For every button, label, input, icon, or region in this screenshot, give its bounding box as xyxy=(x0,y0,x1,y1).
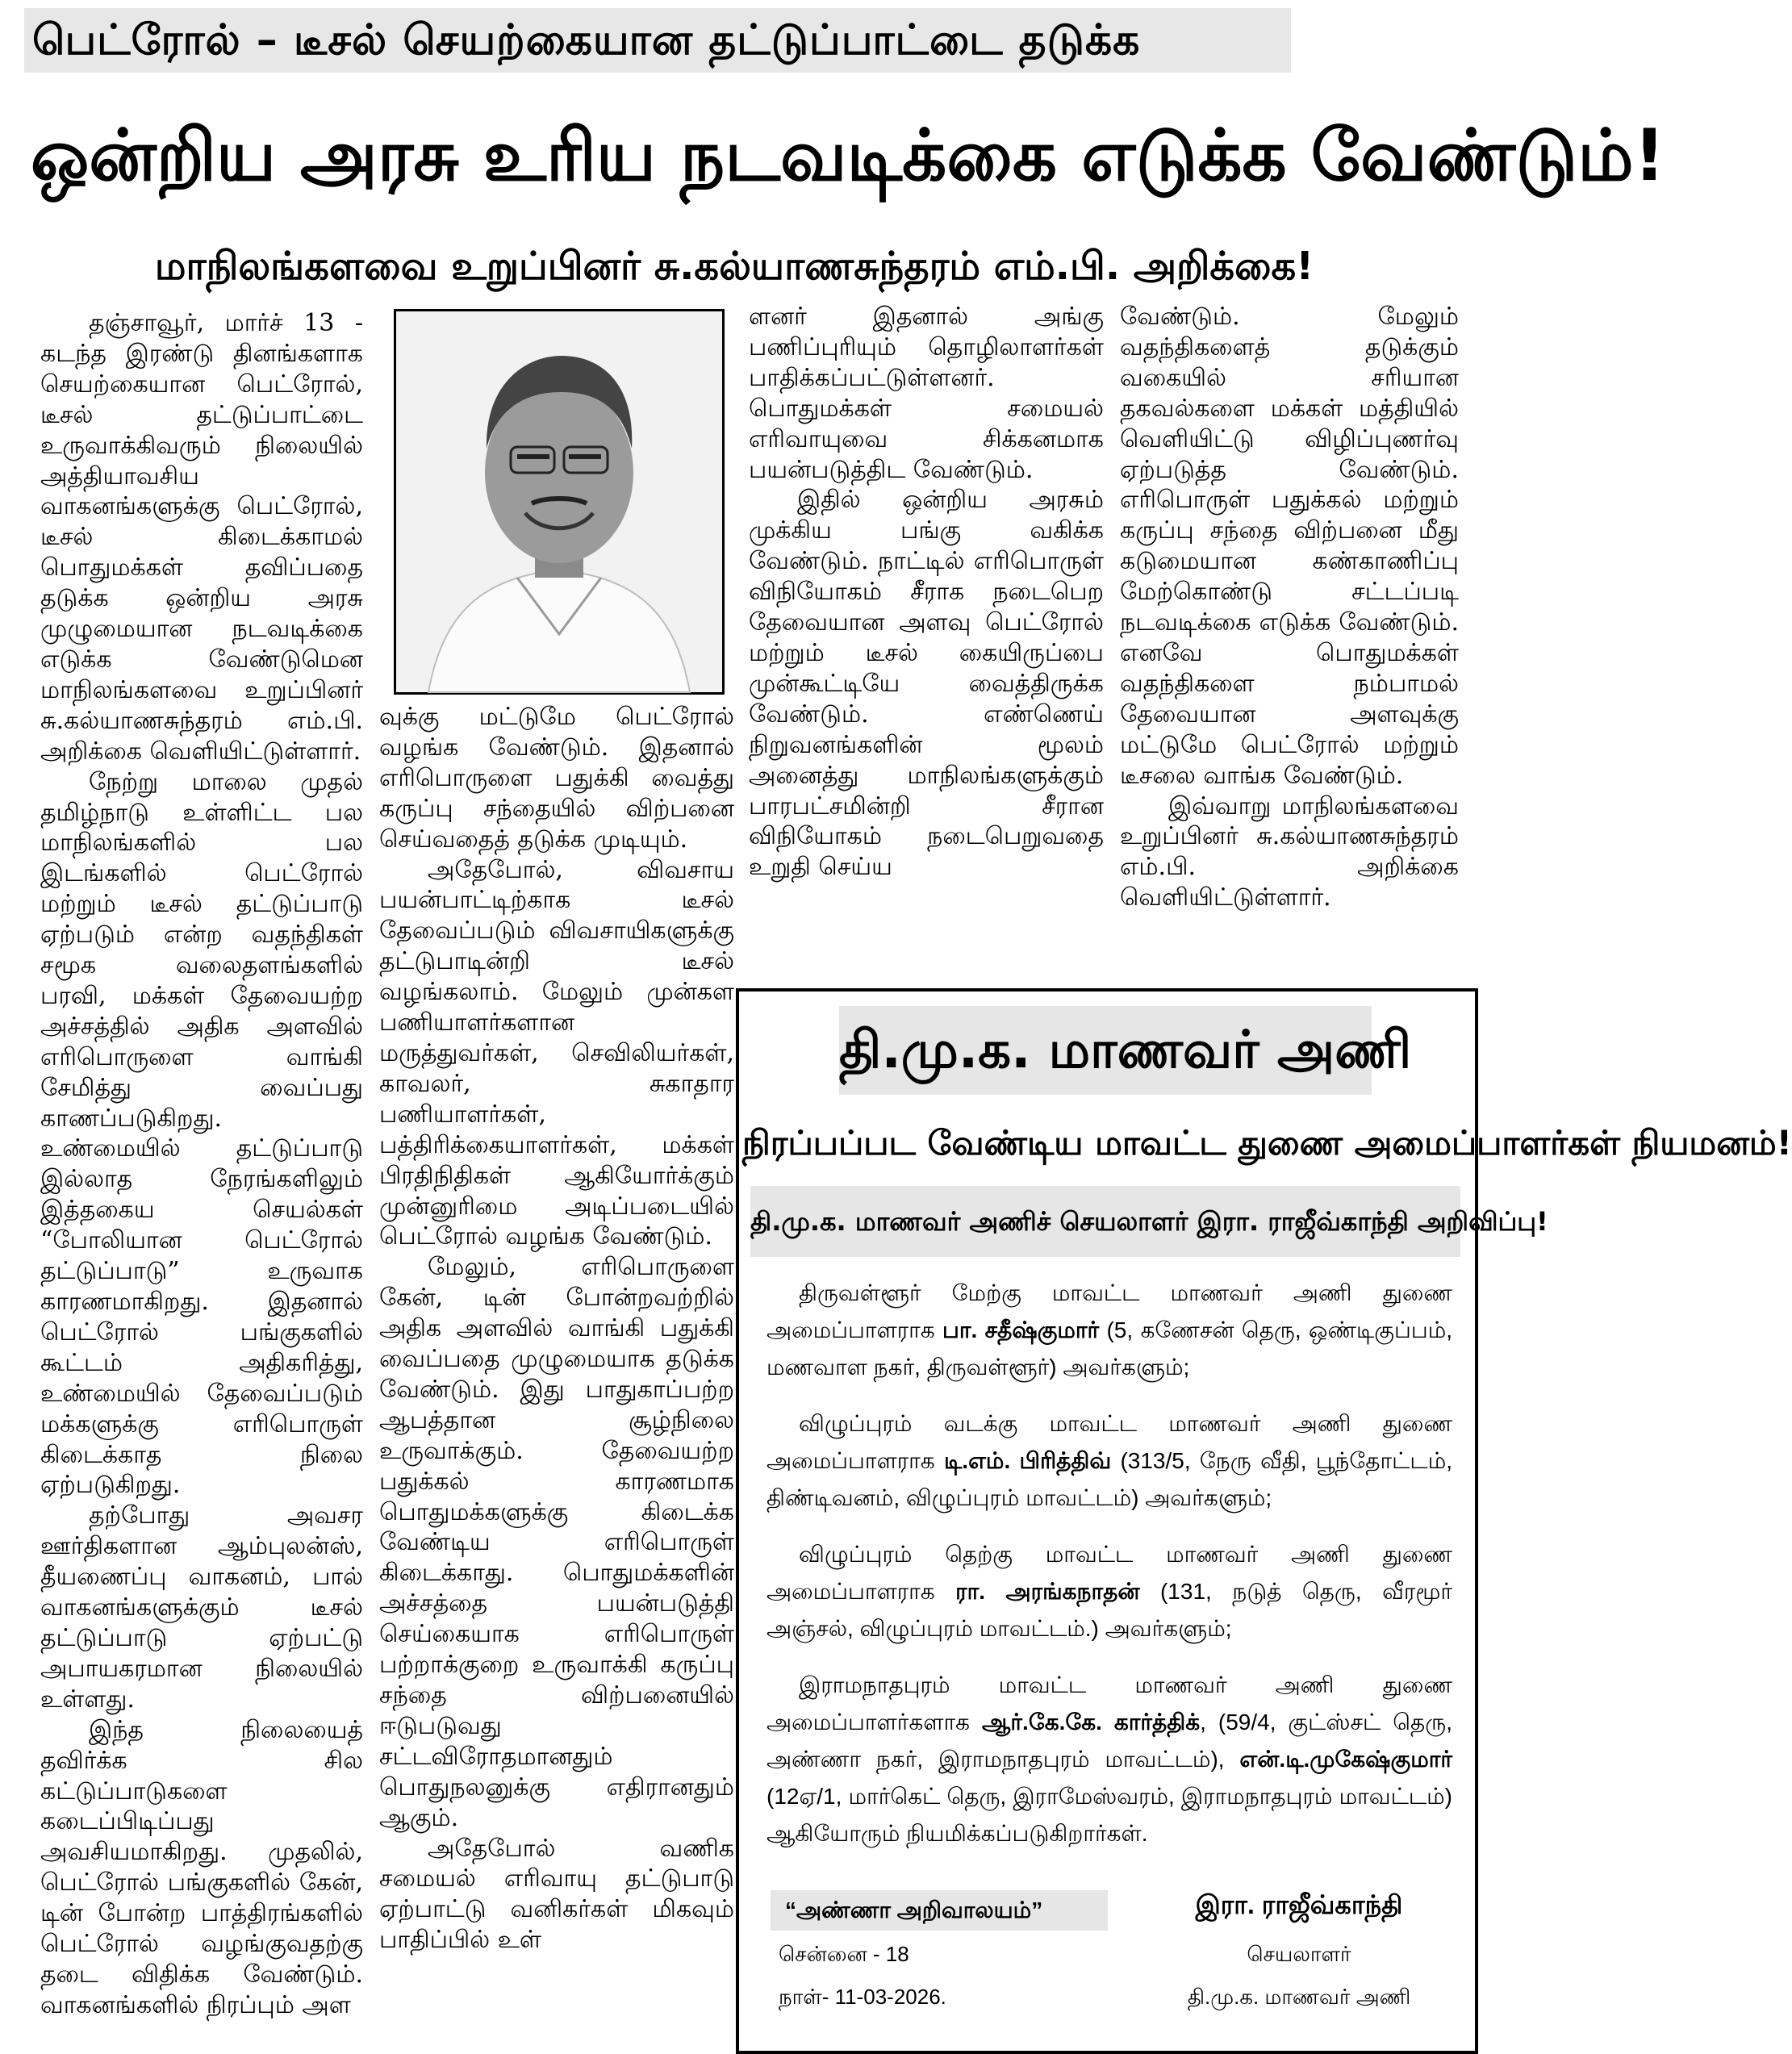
notice-subtitle: நிரப்பப்பட வேண்டிய மாவட்ட துணை அமைப்பாளர்கள் நியமனம்! xyxy=(742,1123,1792,1163)
headline: ஒன்றிய அரசு உரிய நடவடிக்கை எடுக்க வேண்டும்! xyxy=(31,114,1665,197)
article-paragraph: ளனர் இதனால் அங்கு பணிப்புரியும் தொழிலாளர்கள் பாதிக்கப்பட்டுள்ளனர். பொதுமக்கள் சமையல் எரிவாயுவை சிக்கனமாக பயன்படுத்திட வேண்டும். xyxy=(749,303,1104,484)
article-column-3 xyxy=(749,302,1104,979)
signatory-org: தி.மு.க. மாணவர் அணி xyxy=(1187,1985,1411,2009)
notice-title: தி.மு.க. மாணவர் அணி xyxy=(839,1006,1372,1095)
article-paragraph: இவ்வாறு மாநிலங்களவை உறுப்பினர் சு.கல்யாணசுந்தரம் எம்.பி. அறிக்கை வெளியிட்டுள்ளார். xyxy=(1120,791,1459,912)
notice-item: விழுப்புரம் தெற்கு மாவட்ட மாணவர் அணி துணை அமைப்பாளராக ரா. அரங்கநாதன் (131, நடுத் தெரு, வீரமூர் அஞ்சல், விழுப்புரம் மாவட்டம்.) அவர்களும்; xyxy=(767,1542,1453,1641)
notice-place: “அண்ணா அறிவாலயம்” xyxy=(771,1890,1108,1931)
article-column-4 xyxy=(1120,302,1459,947)
notice-byline: தி.மு.க. மாணவர் அணிச் செயலாளர் இரா. ராஜீவ்காந்தி அறிவிப்பு! xyxy=(750,1186,1460,1257)
article-paragraph: வுக்கு மட்டுமே பெட்ரோல் வழங்க வேண்டும். இதனால் எரிபொருளை பதுக்கி வைத்து கருப்பு சந்தையில் விற்பனை செய்வதைத் தடுக்க முடியும். xyxy=(379,703,734,854)
subheadline: மாநிலங்களவை உறுப்பினர் சு.கல்யாணசுந்தரம் எம்.பி. அறிக்கை! xyxy=(154,244,1314,289)
notice-date: நாள்- 11-03-2026. xyxy=(779,1985,946,2009)
article-column-2 xyxy=(379,702,734,2043)
kicker-banner: பெட்ரோல் – டீசல் செயற்கையான தட்டுப்பாட்டை தடுக்க xyxy=(24,8,1291,73)
article-paragraph: அதேபோல், விவசாய பயன்பாட்டிற்காக டீசல் தேவைப்படும் விவசாயிகளுக்கு தட்டுபாடின்றி டீசல் வழங்கலாம். மேலும் முன்கள பணியாளர்களான மருத்துவர்கள், செவிலியர்கள், காவலர், சுகாதார பணியாளர்கள், பத்திரிக்கையாளர்கள், மக்கள் பிரதிநிதிகள் ஆகியோர்க்கும் முன்னுரிமை அடிப்படையில் பெட்ரோல் வழங்க வேண்டும். xyxy=(379,855,734,1251)
notice-item: திருவள்ளூர் மேற்கு மாவட்ட மாணவர் அணி துணை அமைப்பாளராக பா. சதீஷ்குமார் (5, கணேசன் தெரு, ஒண்டிகுப்பம், மணவாள நகர், திருவள்ளூர்) அவர்களும்; xyxy=(767,1280,1452,1380)
article-paragraph: அதேபோல் வணிக சமையல் எரிவாயு தட்டுபாடு ஏற்பாட்டு வனிகர்கள் மிகவும் பாதிப்பில் உள் xyxy=(379,1834,734,1955)
portrait-photo xyxy=(394,309,725,695)
article-paragraph: தற்போது அவசர ஊர்திகளான ஆம்புலன்ஸ், தீயணைப்பு வாகனம், பால் வாகனங்களுக்கும் டீசல் தட்டுப்பாடு ஏற்பட்டு அபாயகரமான நிலையில் உள்ளது. xyxy=(40,1501,363,1714)
article-column-1 xyxy=(40,308,363,2043)
notice-item: இராமநாதபுரம் மாவட்ட மாணவர் அணி துணை அமைப்பாளர்களாக ஆர்.கே.கே. கார்த்திக், (59/4, குட்ஸ்சட் தெரு, அண்ணா நகர், இராமநாதபுரம் மாவட்டம்), என்.டி.முகேஷ்குமார் (12ஏ/1, மார்கெட் தெரு, இராமேஸ்வரம், இராமநாதபுரம் மாவட்டம்) ஆகியோரும் நியமிக்கப்படுகிறார்கள். xyxy=(767,1672,1452,1846)
portrait-illustration xyxy=(396,311,722,692)
article-paragraph: நேற்று மாலை முதல் தமிழ்நாடு உள்ளிட்ட பல மாநிலங்களில் பல இடங்களில் பெட்ரோல் மற்றும் டீசல் தட்டுப்பாடு ஏற்படும் என்ற வதந்திகள் சமூக வலைதளங்களில் பரவி, மக்கள் தேவையற்ற அச்சத்தில் அதிக அளவில் எரிபொருளை வாங்கி சேமித்து வைப்பது காணப்படுகிறது. உண்மையில் தட்டுப்பாடு இல்லாத நேரங்களிலும் இத்தகைய செயல்கள் “போலியான பெட்ரோல் தட்டுப்பாடு” உருவாக காரணமாகிறது. இதனால் பெட்ரோல் பங்குகளில் கூட்டம் அதிகரித்து, உண்மையில் தேவைப்படும் மக்களுக்கு எரிபொருள் கிடைக்காத நிலை ஏற்படுகிறது. xyxy=(40,767,363,1500)
article-paragraph: மேலும், எரிபொருளை கேன், டின் போன்றவற்றில் அதிக அளவில் வாங்கி பதுக்கி வைப்பதை முழுமையாக தடுக்க வேண்டும். இது பாதுகாப்பற்ற ஆபத்தான சூழ்நிலை உருவாக்கும். தேவையற்ற பதுக்கல் காரணமாக பொதுமக்களுக்கு கிடைக்க வேண்டிய எரிபொருள் கிடைக்காது. பொதுமக்களின் அச்சத்தை பயன்படுத்தி செய்கையாக எரிபொருள் பற்றாக்குறை உருவாக்கி கருப்பு சந்தை விற்பனையில் ஈடுபடுவது சட்டவிரோதமானதும் பொதுநலனுக்கு எதிரானதும் ஆகும். xyxy=(379,1253,734,1832)
article-paragraph: தஞ்சாவூர், மார்ச் 13 - கடந்த இரண்டு தினங்களாக செயற்கையான பெட்ரோல், டீசல் தட்டுப்பாட்டை உருவாக்கிவரும் நிலையில் அத்தியாவசிய வாகனங்களுக்கு பெட்ரோல், டீசல் கிடைக்காமல் பொதுமக்கள் தவிப்பதை தடுக்க ஒன்றிய அரசு முழுமையான நடவடிக்கை எடுக்க வேண்டுமென மாநிலங்களவை உறுப்பினர் சு.கல்யாணசுந்தரம் எம்.பி. அறிக்கை வெளியிட்டுள்ளார். xyxy=(40,309,363,766)
article-paragraph: வேண்டும். மேலும் வதந்திகளைத் தடுக்கும் வகையில் சரியான தகவல்களை மக்கள் மத்தியில் வெளியிட்டு விழிப்புணர்வு ஏற்படுத்த வேண்டும். எரிபொருள் பதுக்கல் மற்றும் கருப்பு சந்தை விற்பனை மீது கடுமையான கண்காணிப்பு மேற்கொண்டு சட்டப்படி நடவடிக்கை எடுக்க வேண்டும். எனவே பொதுமக்கள் வதந்திகளை நம்பாமல் தேவையான அளவுக்கு மட்டுமே பெட்ரோல் மற்றும் டீசலை வாங்க வேண்டும். xyxy=(1120,303,1459,790)
notice-body xyxy=(767,1275,1452,1872)
article-paragraph: இதில் ஒன்றிய அரசும் முக்கிய பங்கு வகிக்க வேண்டும். நாட்டில் எரிபொருள் விநியோகம் சீராக நடைபெற தேவையான அளவு பெட்ரோல் மற்றும் டீசல் கையிருப்பை முன்கூட்டியே வைத்திருக்க வேண்டும். எண்ணெய் நிறுவனங்களின் மூலம் அனைத்து மாநிலங்களுக்கும் பாரபட்சமின்றி சீரான விநியோகம் நடைபெறுவதை உறுதி செய்ய xyxy=(749,486,1104,882)
article-paragraph: இந்த நிலையைத் தவிர்க்க சில கட்டுப்பாடுகளை கடைப்பிடிப்பது அவசியமாகிறது. முதலில், பெட்ரோல் பங்குகளில் கேன், டின் போன்ற பாத்திரங்களில் பெட்ரோல் வழங்குவதற்கு தடை விதிக்க வேண்டும். வாகனங்களில் நிரப்பும் அள xyxy=(40,1715,363,2019)
signatory-name: இரா. ராஜீவ்காந்தி xyxy=(1195,1890,1403,1919)
notice-city: சென்னை - 18 xyxy=(779,1942,909,1966)
signatory-role: செயலாளர் xyxy=(1247,1942,1351,1966)
notice-item: விழுப்புரம் வடக்கு மாவட்ட மாணவர் அணி துணை அமைப்பாளராக டி.எம். பிரித்திவ் (313/5, நேரு வீதி, பூந்தோட்டம், திண்டிவனம், விழுப்புரம் மாவட்டம்) அவர்களும்; xyxy=(767,1411,1453,1510)
